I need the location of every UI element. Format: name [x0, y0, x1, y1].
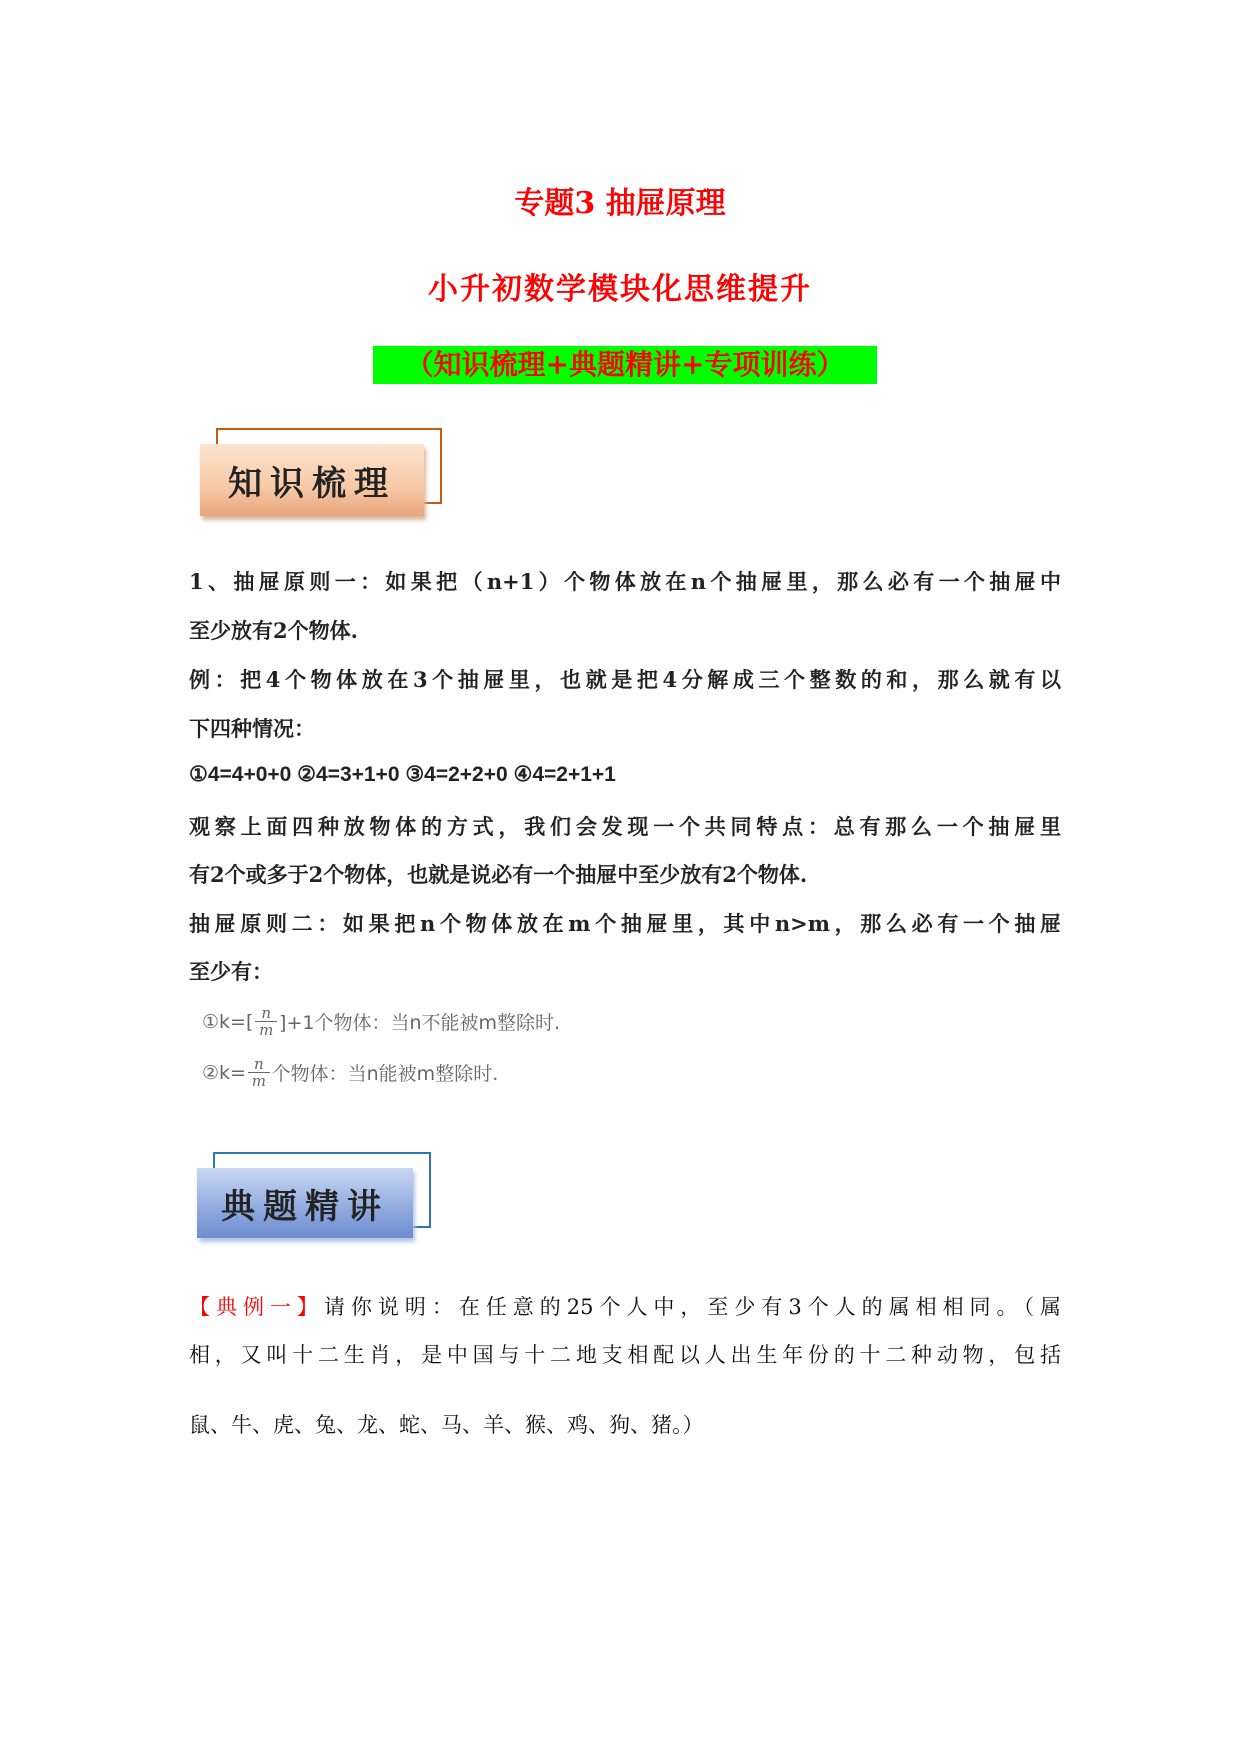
example-label: 【典例一】	[189, 1295, 324, 1319]
denominator: m	[259, 1021, 274, 1039]
formula-suffix: ]+1个物体：当n不能被m整除时.	[279, 1012, 561, 1034]
formula-prefix: ②k=	[202, 1061, 246, 1084]
text-line: ①4=4+0+0 ②4=3+1+0 ③4=2+2+0 ④4=2+1+1	[189, 763, 616, 786]
example-text: 请你说明：在任意的25个人中，至少有3个人的属相相同。（属	[323, 1295, 1062, 1319]
formula-suffix: 个物体：当n能被m整除时.	[271, 1063, 499, 1085]
document-title: 专题3 抽屉原理	[514, 186, 726, 221]
formula-2	[202, 1056, 498, 1089]
fraction	[248, 1056, 270, 1089]
text-line: 至少有：	[189, 959, 273, 984]
example-line: 鼠、牛、虎、兔、龙、蛇、马、羊、猴、鸡、狗、猪。）	[189, 1413, 704, 1437]
numerator: n	[255, 1005, 277, 1022]
text-line: 抽屉原则二：如果把n个物体放在m个抽屉里，其中n>m，那么必有一个抽屉	[189, 911, 1061, 936]
formula-prefix: ①k=[	[202, 1010, 254, 1033]
fraction	[255, 1005, 277, 1038]
document-subtitle: 小升初数学模块化思维提升	[428, 272, 812, 307]
example-line: 相，又叫十二生肖，是中国与十二地支相配以人出生年份的十二种动物，包括	[189, 1343, 1061, 1367]
text-line: 观察上面四种放物体的方式，我们会发现一个共同特点：总有那么一个抽屉里	[189, 814, 1061, 839]
highlight-banner: （知识梳理+典题精讲+专项训练）	[373, 346, 877, 384]
heading-label: 知识梳理	[200, 444, 424, 516]
denominator: m	[251, 1072, 266, 1090]
text-line: 下四种情况：	[189, 716, 315, 741]
text-line: 1、抽屉原则一：如果把（n+1）个物体放在n个抽屉里，那么必有一个抽屉中	[189, 569, 1061, 594]
formula-1	[202, 1005, 560, 1038]
numerator: n	[248, 1056, 270, 1073]
text-line: 至少放有2个物体.	[189, 618, 358, 643]
text-line: 有2个或多于2个物体，也就是说必有一个抽屉中至少放有2个物体.	[189, 862, 808, 887]
heading-label: 典题精讲	[197, 1168, 413, 1238]
example-line	[189, 1291, 1061, 1321]
text-line: 例：把4个物体放在3个抽屉里，也就是把4分解成三个整数的和，那么就有以	[189, 667, 1061, 692]
